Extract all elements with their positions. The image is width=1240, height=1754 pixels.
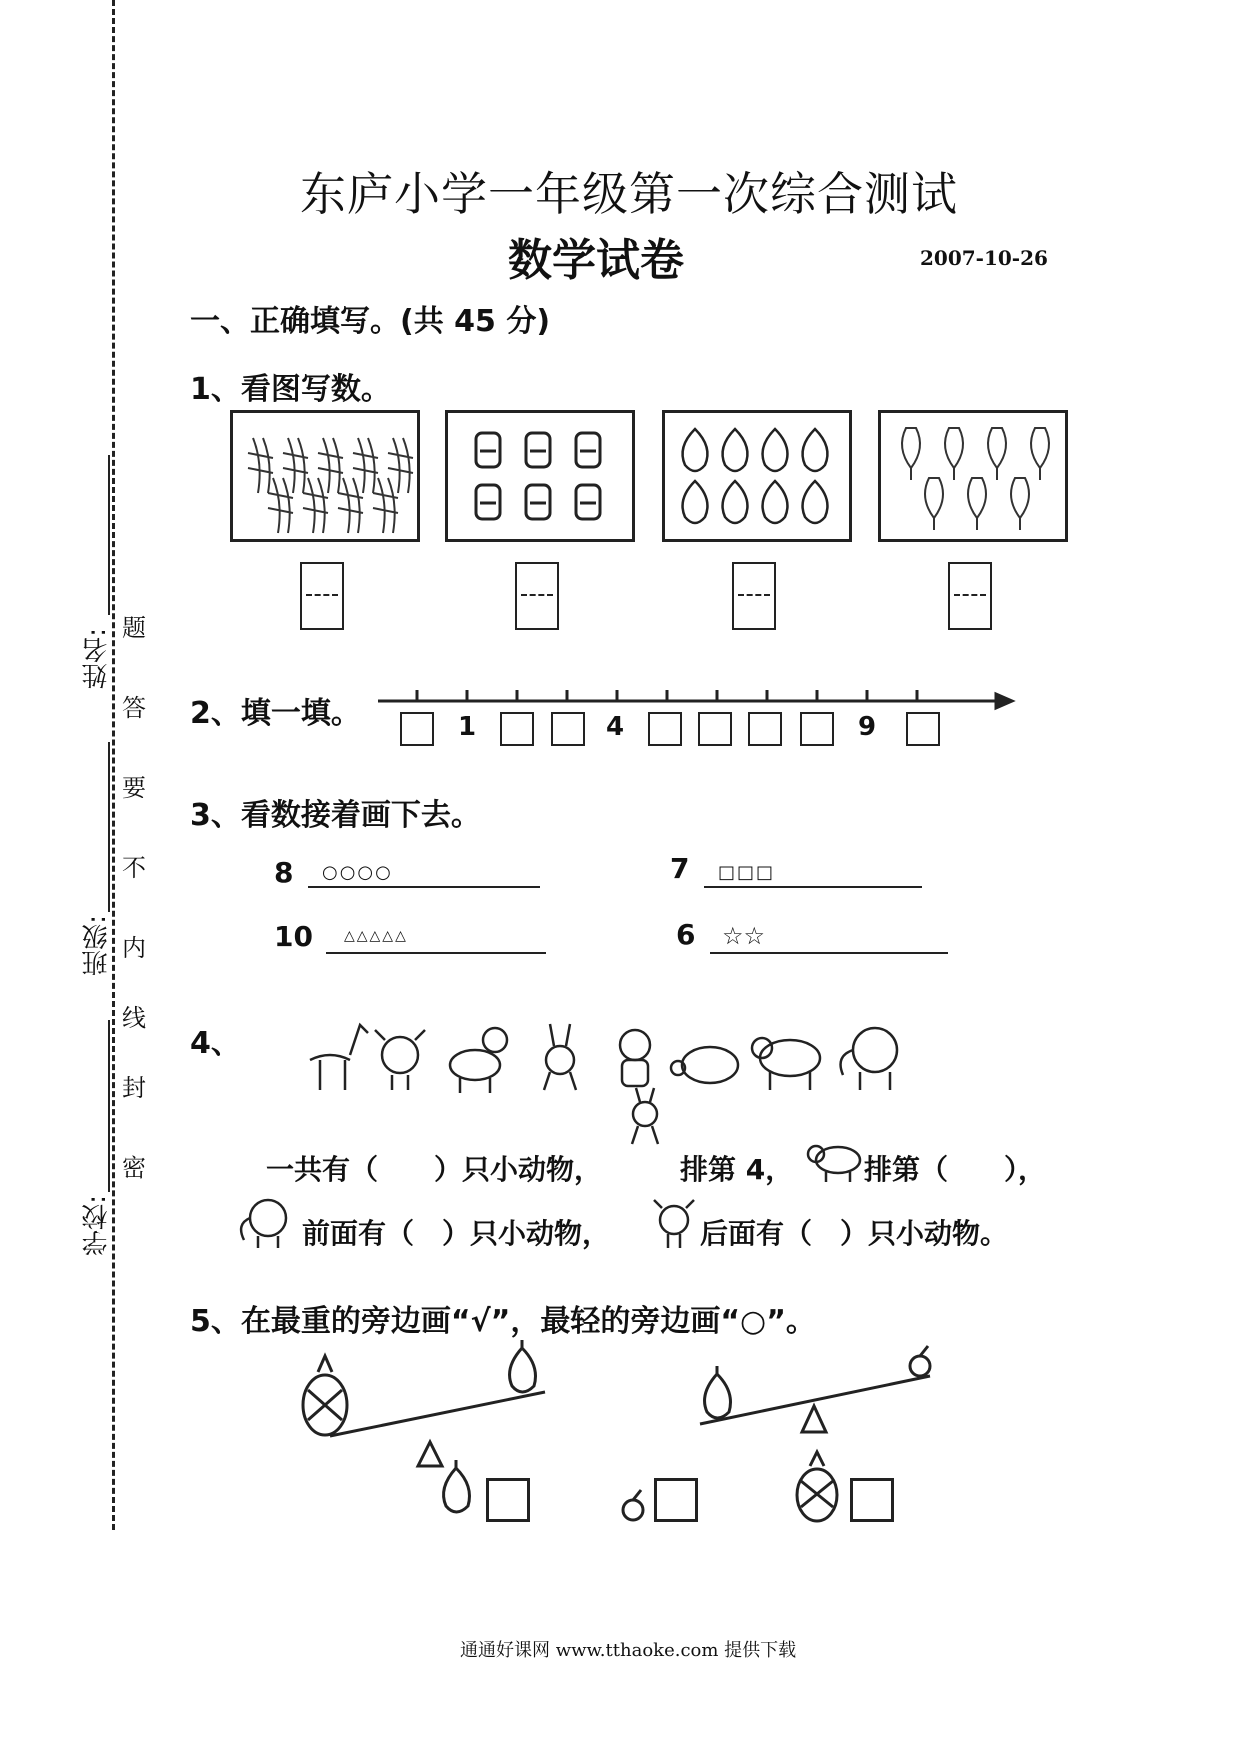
answer-box-pear[interactable] (486, 1478, 530, 1522)
square-symbols: □□□ (718, 862, 776, 883)
seal-char: 线 (122, 1004, 146, 1032)
number-4: 4 (606, 712, 625, 742)
draw-number: 6 (676, 918, 696, 951)
pineapple-icon (303, 1356, 347, 1435)
seal-char: 不 (122, 854, 146, 882)
pear-icon (705, 1366, 731, 1418)
footer-text: 通通好课网 www.tthaoke.com 提供下载 (460, 1640, 797, 1661)
seal-char: 要 (122, 774, 146, 802)
triangle-symbols: △△△△△ (344, 928, 408, 944)
exam-date: 2007-10-26 (920, 246, 1048, 270)
circle-symbols: ○○○○ (322, 862, 393, 883)
exam-title: 东庐小学一年级第一次综合测试 (300, 167, 958, 221)
pineapple-icon (797, 1452, 837, 1521)
seal-char: 封 (122, 1074, 146, 1102)
answer-box-pineapple[interactable] (850, 1478, 894, 1522)
q4-front-text: 前面有（ ）只小动物， (302, 1217, 611, 1250)
seal-char: 密 (122, 1154, 146, 1182)
q4-rank-text: 排第 4， (680, 1153, 794, 1186)
pear-icon (444, 1460, 470, 1512)
seal-char: 内 (122, 934, 146, 962)
cherry-icon (623, 1490, 643, 1520)
star-symbols: ☆☆ (722, 922, 766, 950)
seal-char: 答 (122, 694, 146, 722)
q4-total-text: 一共有（ ）只小动物， (266, 1153, 603, 1186)
number-1: 1 (458, 712, 477, 742)
q4-behind-text: 后面有（ ）只小动物。 (700, 1217, 1009, 1250)
number-9: 9 (858, 712, 877, 742)
q1-label: 1、看图写数。 (190, 372, 391, 407)
exam-subtitle: 数学试卷 (508, 235, 684, 286)
seal-char: 题 (122, 614, 146, 642)
draw-number: 8 (274, 856, 294, 889)
draw-number: 10 (274, 920, 313, 953)
q4-label: 4、 (190, 1026, 241, 1061)
school-label: 学校: (82, 1195, 112, 1256)
q3-label: 3、看数接着画下去。 (190, 798, 481, 833)
q5-label: 5、在最重的旁边画“√”，最轻的旁边画“○”。 (190, 1304, 816, 1339)
q2-label: 2、填一填。 (190, 696, 361, 731)
pear-icon (510, 1340, 536, 1392)
section1-heading: 一、正确填写。(共 45 分) (190, 304, 551, 339)
draw-number: 7 (670, 852, 690, 885)
cherry-icon (910, 1346, 930, 1376)
class-label: 班级: (82, 915, 112, 976)
answer-box-cherry[interactable] (654, 1478, 698, 1522)
name-label: 姓名: (82, 628, 112, 689)
q4-sheep-rank-text: 排第（ ）， (864, 1153, 1047, 1186)
